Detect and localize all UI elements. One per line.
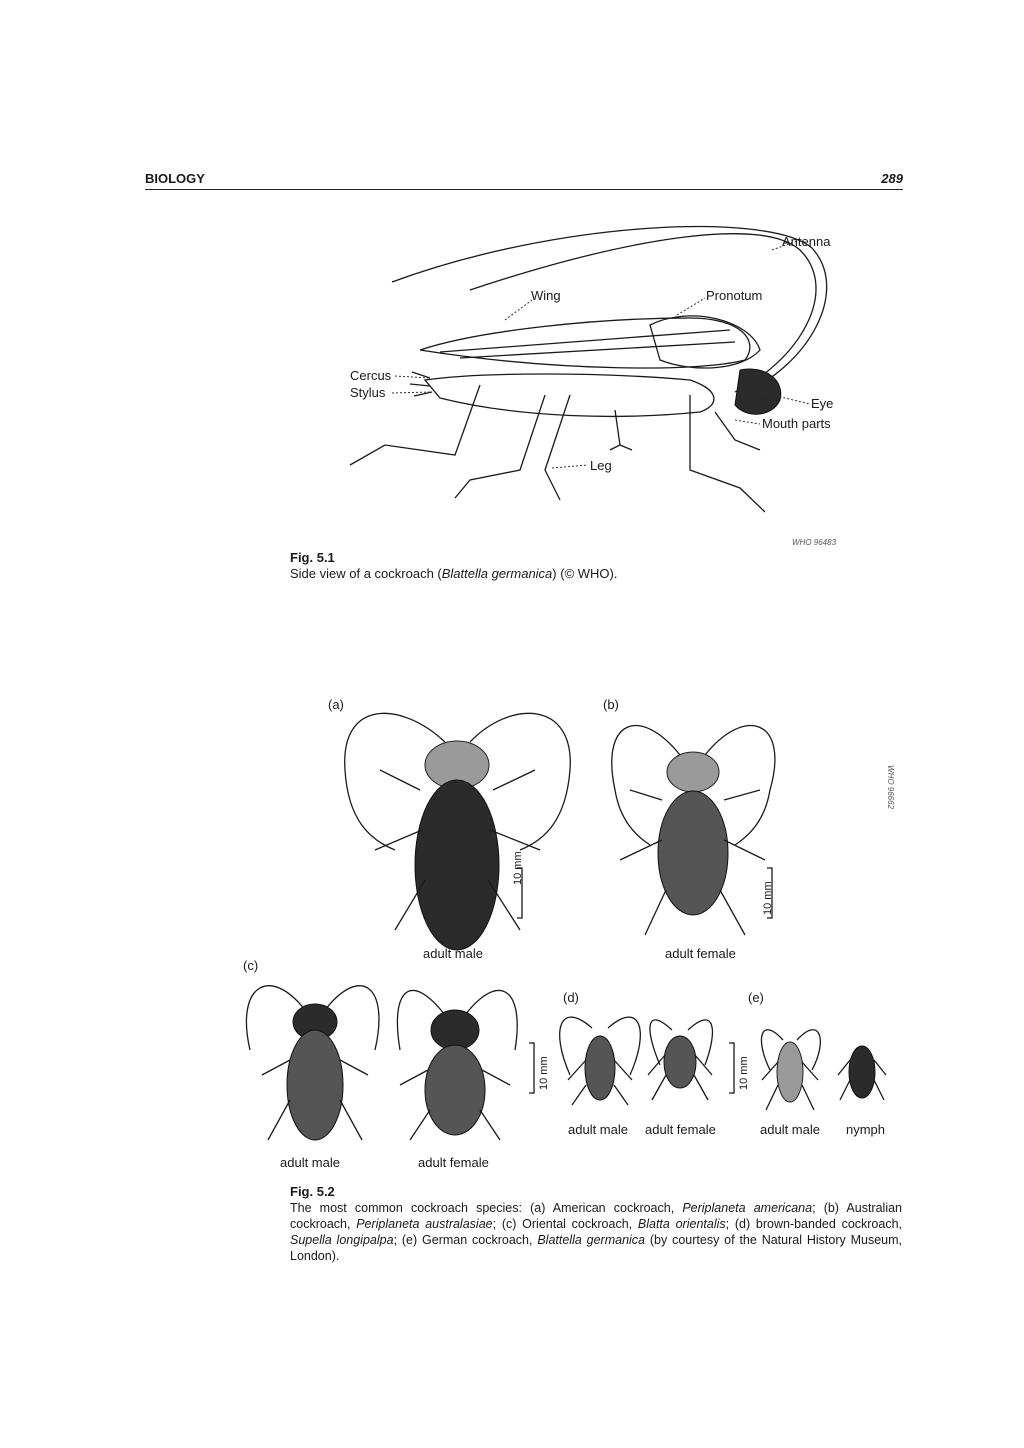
label-cercus: Cercus bbox=[350, 368, 392, 383]
caption-a-adult-male: adult male bbox=[423, 946, 483, 961]
scale-label-b: 10 mm bbox=[762, 881, 774, 915]
scale-label-a: 10 mm bbox=[512, 851, 524, 885]
panel-b-letter: (b) bbox=[603, 697, 619, 712]
caption-d-adult-female: adult female bbox=[645, 1122, 716, 1137]
figure-stamp: WHO 96483 bbox=[792, 538, 837, 547]
german-cockroach-male-drawing bbox=[761, 1030, 820, 1110]
oriental-cockroach-male-drawing bbox=[246, 986, 379, 1140]
caption-c-adult-female: adult female bbox=[418, 1155, 489, 1170]
species-name: Blattella germanica bbox=[441, 566, 553, 581]
american-cockroach-drawing bbox=[345, 713, 571, 950]
scale-label-c: 10 mm bbox=[538, 1056, 550, 1090]
panel-d-letter: (d) bbox=[563, 990, 579, 1005]
brown-banded-cockroach-male-drawing bbox=[560, 1017, 641, 1105]
page-number: 289 bbox=[881, 171, 903, 186]
scale-bar-c bbox=[529, 1043, 534, 1093]
figure-5-2-title: Fig. 5.2 bbox=[290, 1184, 335, 1199]
caption-c-adult-male: adult male bbox=[280, 1155, 340, 1170]
panel-a-letter: (a) bbox=[328, 697, 344, 712]
scale-label-d: 10 mm bbox=[738, 1056, 750, 1090]
figure-stamp-2: WHO 96662 bbox=[886, 765, 895, 810]
label-mouth-parts: Mouth parts bbox=[762, 416, 831, 431]
caption-e-adult-male: adult male bbox=[760, 1122, 820, 1137]
panel-c-letter: (c) bbox=[243, 958, 259, 973]
caption-d-adult-male: adult male bbox=[568, 1122, 628, 1137]
section-title: BIOLOGY bbox=[145, 171, 205, 186]
brown-banded-cockroach-female-drawing bbox=[648, 1020, 712, 1100]
figure-5-2-caption: The most common cockroach species: (a) American cockroach, Periplaneta americana; (b) Australian cockroach, Periplaneta australasiae; (c) Oriental cockroach, Blatta orientalis; (d) brown-banded cockroach, Supella longipalpa; (e) German cockroach, Blattella germanica (by courtesy of the Natural History Museum, London). bbox=[290, 1201, 903, 1263]
label-antenna: Antenna bbox=[782, 234, 831, 249]
label-leg: Leg bbox=[590, 458, 612, 473]
figure-5-1-caption: Side view of a cockroach (Blattella germanica) (© WHO). bbox=[290, 566, 618, 581]
german-cockroach-nymph-drawing bbox=[838, 1046, 886, 1100]
caption-e-nymph: nymph bbox=[846, 1122, 886, 1137]
label-pronotum: Pronotum bbox=[706, 288, 763, 303]
oriental-cockroach-female-drawing bbox=[397, 990, 517, 1140]
label-wing: Wing bbox=[531, 288, 561, 303]
scale-bar-d bbox=[729, 1043, 734, 1093]
panel-e-letter: (e) bbox=[748, 990, 764, 1005]
figure-5-1-title: Fig. 5.1 bbox=[290, 550, 335, 565]
caption-b-adult-female: adult female bbox=[665, 946, 736, 961]
label-eye: Eye bbox=[811, 396, 834, 411]
label-stylus: Stylus bbox=[350, 385, 386, 400]
australian-cockroach-drawing bbox=[612, 726, 775, 935]
